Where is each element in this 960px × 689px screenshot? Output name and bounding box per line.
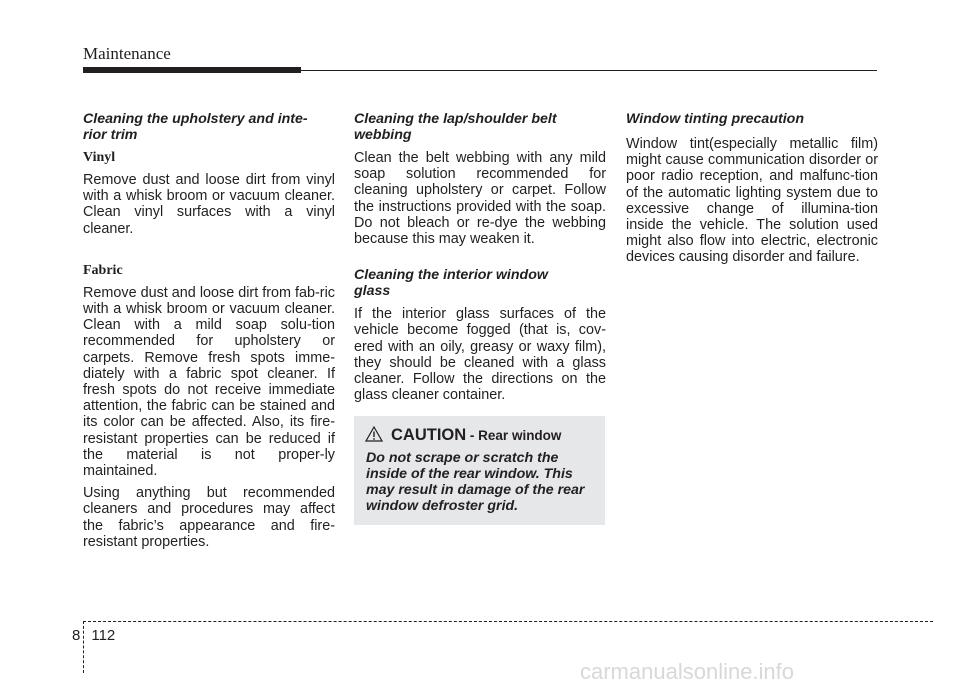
section-number: 8 <box>72 627 81 644</box>
tint-heading: Window tinting precaution <box>626 111 804 127</box>
caution-text: Do not scrape or scratch the inside of the rear window. This may result in damage of the rear window defroster grid. <box>366 450 585 514</box>
header-rule <box>301 70 877 71</box>
fabric-paragraph: Remove dust and loose dirt from fab-ric with a whisk broom or vacuum cleaner. Clean with a mild soap solu-tion recommended for upholstery or carpets. Remove fresh spots imme-diately with a fabric spot cleaner. If fresh spots do not receive immediate attention, the fabric can be stained and its color can be affected. Also, its fire-resistant properties can be reduced if the material is not proper-ly maintained. <box>83 284 335 480</box>
glass-paragraph: If the interior glass surfaces of the vehicle become fogged (that is, cov-ered with an oily, greasy or waxy film), they should be cleaned with a glass cleaner. Follow the directions on the glass cleaner container. <box>354 306 606 404</box>
column-1 <box>83 111 335 550</box>
page-header-title: Maintenance <box>83 44 171 63</box>
belt-heading: Cleaning the lap/shoulder belt webbing <box>354 111 557 143</box>
caution-label: CAUTION <box>391 426 467 444</box>
watermark: carmanualsonline.info <box>580 659 795 684</box>
upholstery-heading: Cleaning the upholstery and inte- rior trim <box>83 111 308 143</box>
column-2 <box>354 111 606 403</box>
caution-box <box>354 416 605 525</box>
header-bar <box>83 67 301 73</box>
vinyl-paragraph: Remove dust and loose dirt from vinyl with a whisk broom or vacuum cleaner. Clean vinyl surfaces with a vinyl cleaner. <box>83 172 335 237</box>
glass-heading: Cleaning the interior window glass <box>354 267 548 300</box>
caution-subtitle: - Rear window <box>466 428 562 443</box>
fabric-heading: Fabric <box>83 262 123 278</box>
page-number-value: 112 <box>91 627 116 644</box>
vinyl-heading: Vinyl <box>83 150 116 165</box>
footer-rule <box>83 621 933 622</box>
warning-triangle-icon <box>365 426 383 442</box>
caution-title <box>391 426 561 445</box>
page-number <box>72 627 115 644</box>
column-3 <box>626 111 878 266</box>
tint-paragraph: Window tint(especially metallic film) might cause communication disorder or poor radio reception, and malfunc-tion of the automatic lighting system due to excessive change of illumina-tion inside the vehicle. The solution used might also flow into electric, electronic devices causing disorder and failure. <box>626 136 878 266</box>
belt-paragraph: Clean the belt webbing with any mild soap solution recommended for cleaning upholstery or carpet. Follow the instructions provided with the soap. Do not bleach or re-dye the webbing because this may weaken it. <box>354 150 606 248</box>
fabric-paragraph-2: Using anything but recommended cleaners and procedures may affect the fabric’s appearance and fire-resistant properties. <box>83 485 335 550</box>
